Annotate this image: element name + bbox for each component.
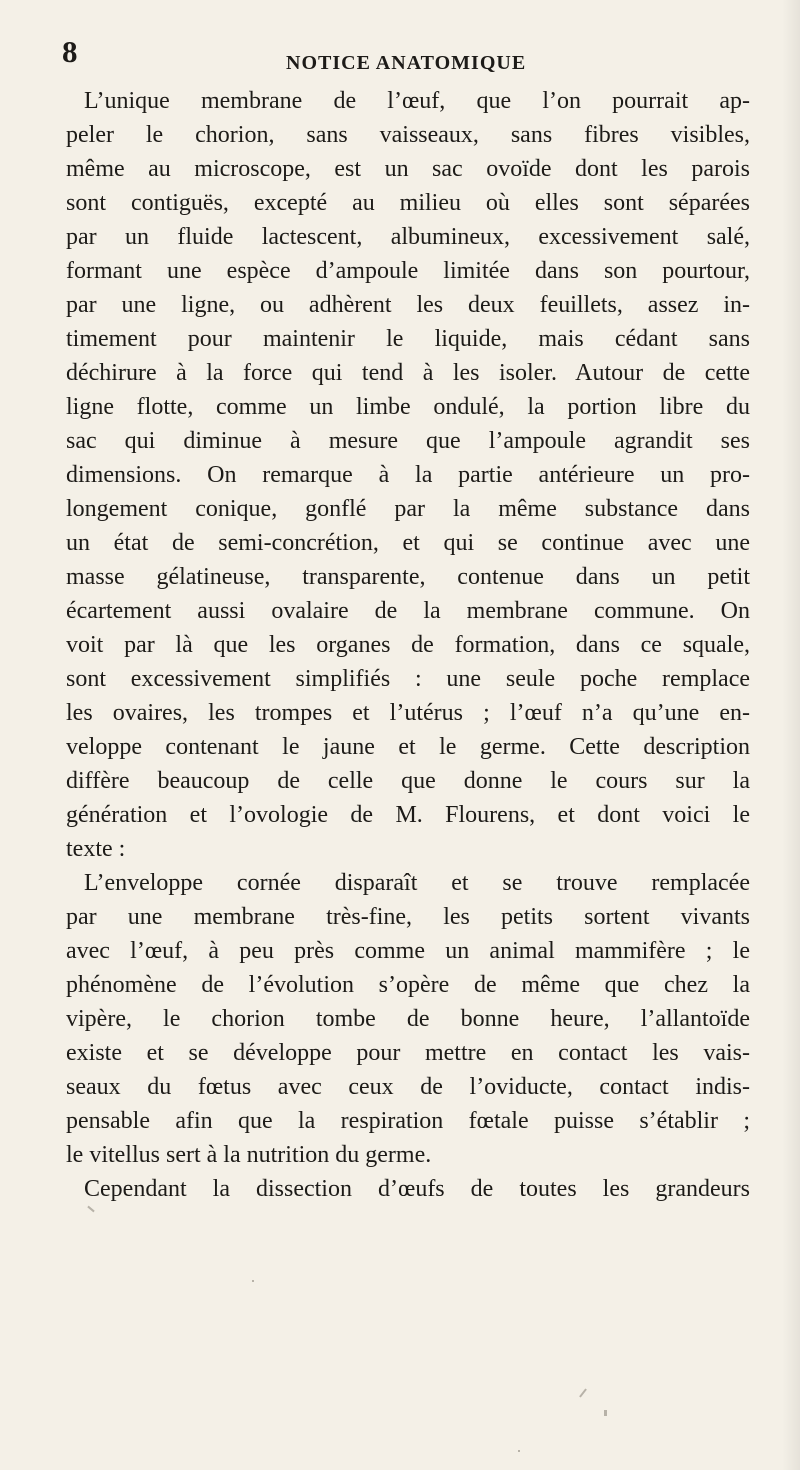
text-line: vipère, le chorion tombe de bonne heure, l’allantoïde bbox=[66, 1006, 750, 1032]
running-title: NOTICE ANATOMIQUE bbox=[286, 52, 527, 74]
text-line: par un fluide lactescent, albumineux, excessivement salé, bbox=[66, 224, 750, 250]
text-line: seaux du fœtus avec ceux de l’oviducte, contact indis- bbox=[66, 1074, 750, 1100]
text-line: texte : bbox=[66, 836, 126, 862]
text-line: Cependant la dissection d’œufs de toutes les grandeurs bbox=[84, 1176, 750, 1202]
text-line: masse gélatineuse, transparente, contenue dans un petit bbox=[66, 564, 750, 590]
text-line: L’unique membrane de l’œuf, que l’on pourrait ap- bbox=[84, 88, 750, 114]
text-line: dimensions. On remarque à la partie antérieure un pro- bbox=[66, 462, 750, 488]
page-header bbox=[58, 36, 748, 76]
text-line: pensable afin que la respiration fœtale puisse s’établir ; bbox=[66, 1108, 750, 1134]
page-edge-shadow bbox=[782, 0, 800, 1470]
page-number: 8 bbox=[62, 34, 78, 69]
text-line: formant une espèce d’ampoule limitée dans son pourtour, bbox=[66, 258, 750, 284]
paper-speck bbox=[579, 1388, 587, 1397]
text-line: ligne flotte, comme un limbe ondulé, la portion libre du bbox=[66, 394, 750, 420]
text-line: longement conique, gonflé par la même substance dans bbox=[66, 496, 750, 522]
text-line: par une ligne, ou adhèrent les deux feuillets, assez in- bbox=[66, 292, 750, 318]
text-line: phénomène de l’évolution s’opère de même que chez la bbox=[66, 972, 750, 998]
text-line: diffère beaucoup de celle que donne le cours sur la bbox=[66, 768, 750, 794]
text-line: un état de semi-concrétion, et qui se continue avec une bbox=[66, 530, 750, 556]
paper-speck bbox=[252, 1280, 254, 1282]
paper-speck bbox=[518, 1450, 520, 1452]
paper-speck bbox=[604, 1410, 607, 1416]
text-line: avec l’œuf, à peu près comme un animal mammifère ; le bbox=[66, 938, 750, 964]
text-line: le vitellus sert à la nutrition du germe. bbox=[66, 1142, 432, 1168]
text-line: même au microscope, est un sac ovoïde dont les parois bbox=[66, 156, 750, 182]
text-line: sac qui diminue à mesure que l’ampoule agrandit ses bbox=[66, 428, 750, 454]
text-line: sont contiguës, excepté au milieu où elles sont séparées bbox=[66, 190, 750, 216]
text-line: écartement aussi ovalaire de la membrane commune. On bbox=[66, 598, 750, 624]
text-line: génération et l’ovologie de M. Flourens, et dont voici le bbox=[66, 802, 750, 828]
text-line: L’enveloppe cornée disparaît et se trouve remplacée bbox=[84, 870, 750, 896]
text-line: peler le chorion, sans vaisseaux, sans fibres visibles, bbox=[66, 122, 750, 148]
text-line: sont excessivement simplifiés : une seule poche remplace bbox=[66, 666, 750, 692]
text-line: voit par là que les organes de formation, dans ce squale, bbox=[66, 632, 750, 658]
paper-speck bbox=[87, 1206, 94, 1213]
text-line: veloppe contenant le jaune et le germe. Cette description bbox=[66, 734, 750, 760]
text-line: déchirure à la force qui tend à les isoler. Autour de cette bbox=[66, 360, 750, 386]
text-line: les ovaires, les trompes et l’utérus ; l’œuf n’a qu’une en- bbox=[66, 700, 750, 726]
text-line: timement pour maintenir le liquide, mais cédant sans bbox=[66, 326, 750, 352]
text-line: existe et se développe pour mettre en contact les vais- bbox=[66, 1040, 750, 1066]
text-line: par une membrane très-fine, les petits sortent vivants bbox=[66, 904, 750, 930]
body-text bbox=[66, 84, 750, 1206]
